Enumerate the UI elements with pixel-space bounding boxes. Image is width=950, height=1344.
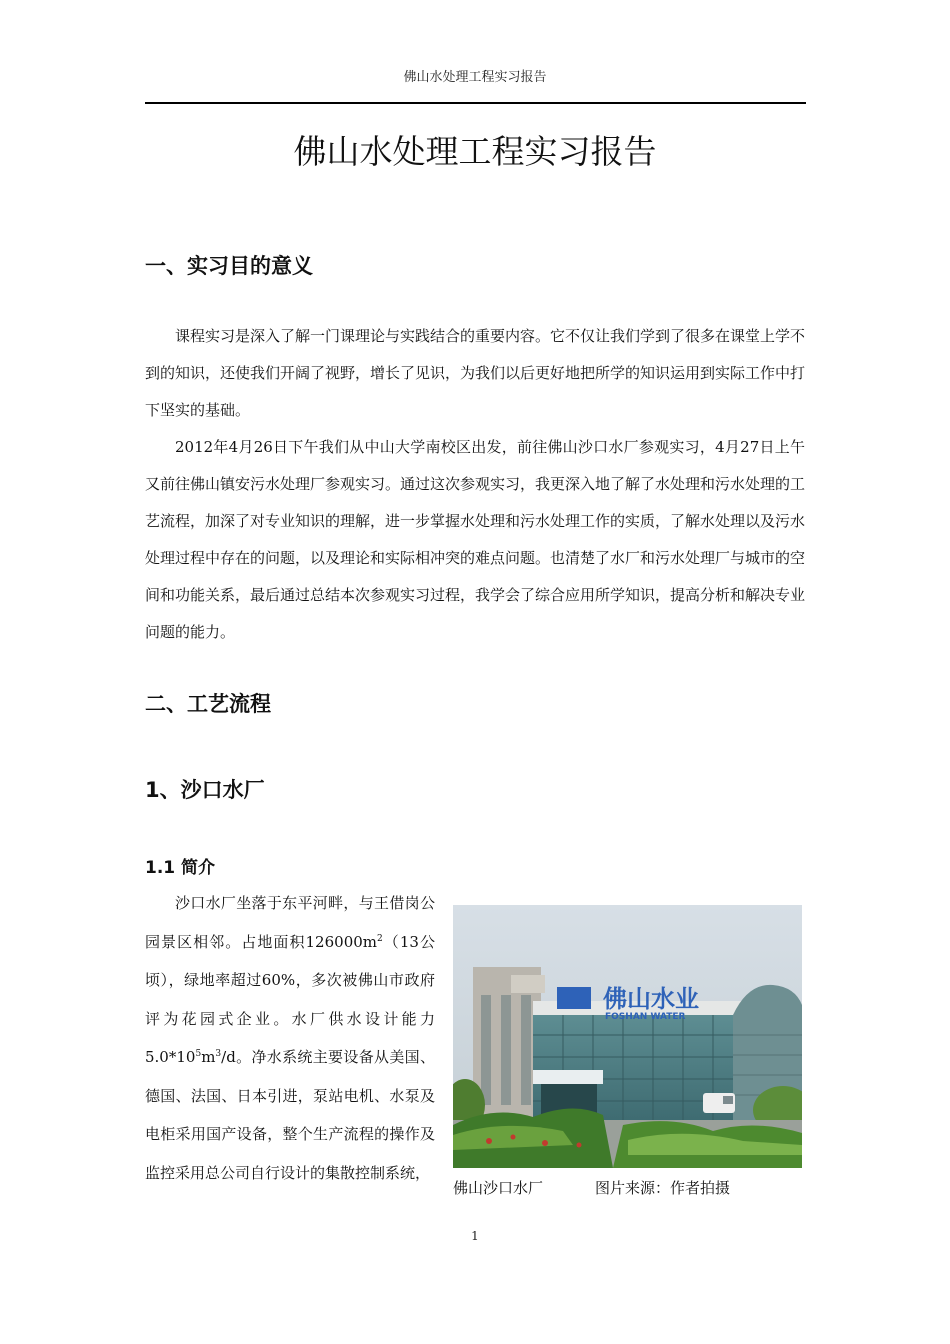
- rooftop-subsign: FOSHAN WATER: [605, 1012, 686, 1022]
- photo-caption: [453, 1177, 802, 1198]
- intro-text-2: （13公顷），绿地率超过60%，多次被佛山市政府评为花园式企业。水厂供水设计能力5.0*10: [145, 932, 435, 1066]
- page-number: 1: [471, 1229, 479, 1243]
- subsection-heading-shakou: 1、沙口水厂: [145, 778, 265, 802]
- water-plant-photo: [453, 905, 802, 1168]
- paragraph-purpose-1: 课程实习是深入了解一门课理论与实践结合的重要内容。它不仅让我们学到了很多在课堂上学不到的知识，还使我们开阔了视野，增长了见识，为我们以后更好地把所学的知识运用到实际工作中打下坚实的基础。: [145, 327, 806, 419]
- caption-source: 图片来源：作者拍摄: [595, 1179, 731, 1197]
- intro-text-3: m: [201, 1048, 216, 1066]
- running-header: 佛山水处理工程实习报告: [403, 70, 547, 85]
- section-heading-purpose: 一、实习目的意义: [145, 254, 313, 278]
- header-divider: [145, 102, 806, 104]
- rooftop-sign: 佛山水业: [603, 985, 699, 1013]
- intro-sup-1: 2: [377, 933, 383, 944]
- water-plant-illustration: [453, 905, 802, 1168]
- intro-text-4: /d。净水系统主要设备从美国、德国、法国、日本引进，泵站电机、水泵及电柜采用国产设备，整个生产流程的操作及监控采用总公司自行设计的集散控制系统，: [145, 1048, 435, 1182]
- paragraph-purpose-2: 2012年4月26日下午我们从中山大学南校区出发，前往佛山沙口水厂参观实习，4月27日上午又前往佛山镇安污水处理厂参观实习。通过这次参观实习，我更深入地了解了水处理和污水处理的工艺流程，加深了对专业知识的理解，进一步掌握水处理和污水处理工作的实质，了解水处理以及污水处理过程中存在的问题，以及理论和实际相冲突的难点问题。也清楚了水厂和污水处理厂与城市的空间和功能关系，最后通过总结本次参观实习过程，我学会了综合应用所学知识，提高分析和解决专业问题的能力。: [145, 438, 806, 641]
- entrance-canopy: [533, 1070, 603, 1084]
- intro-sup-3: 3: [215, 1049, 222, 1059]
- logo-mark: [557, 987, 591, 1009]
- subsection-heading-intro: 1.1 简介: [145, 858, 216, 878]
- document-title: 佛山水处理工程实习报告: [293, 132, 657, 171]
- intro-text-1: 沙口水厂坐落于东平河畔，与王借岗公园景区相邻。占地面积126000m: [145, 894, 435, 951]
- caption-title: 佛山沙口水厂: [453, 1179, 544, 1197]
- intro-sup-2: 5: [195, 1049, 202, 1059]
- paragraph-intro: [145, 884, 435, 1192]
- section-heading-process: 二、工艺流程: [145, 692, 271, 716]
